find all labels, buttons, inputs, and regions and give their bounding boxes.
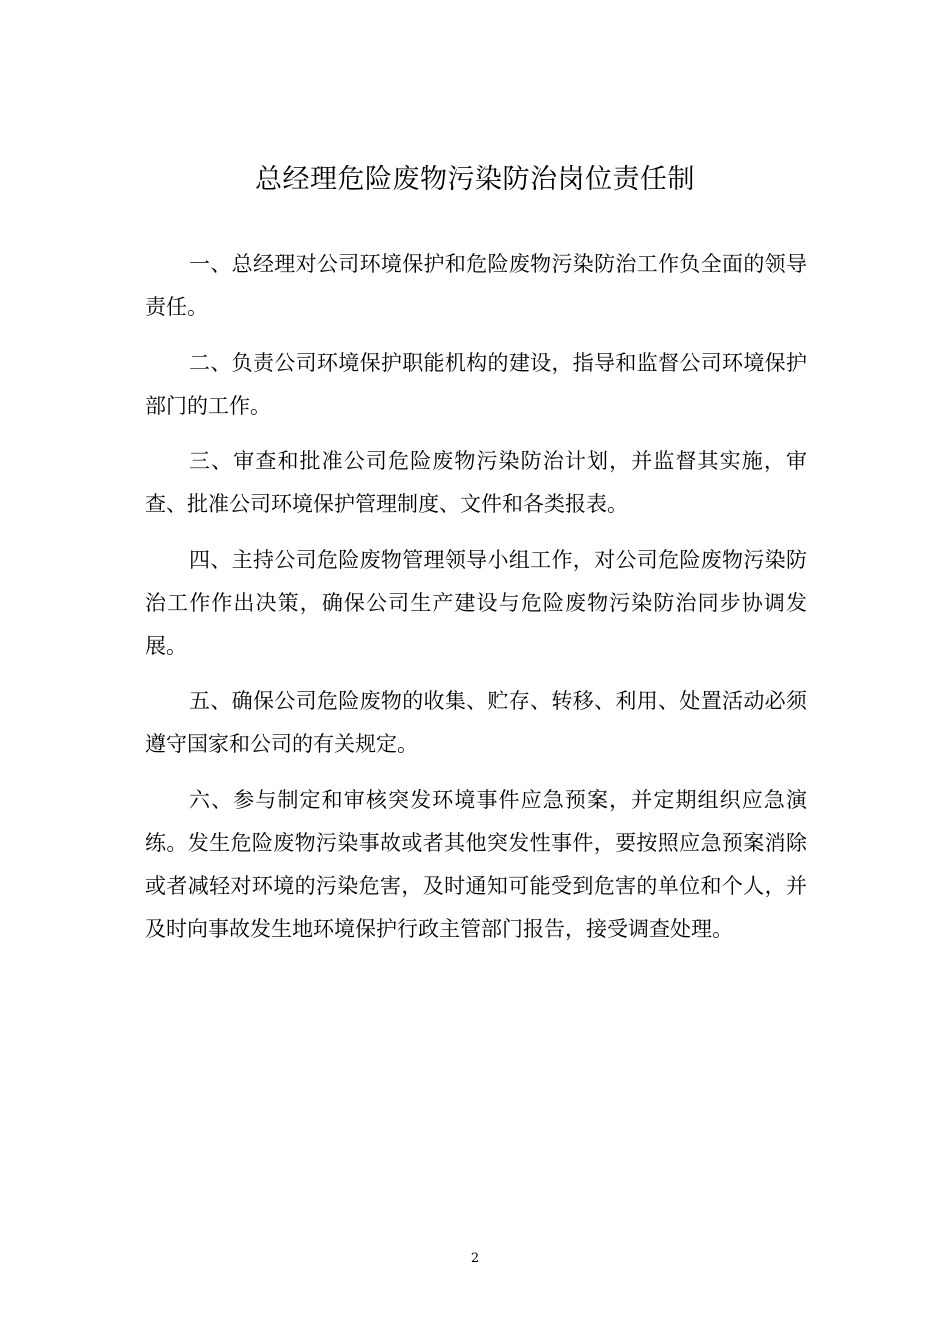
paragraph-3: 三、审查和批准公司危险废物污染防治计划，并监督其实施，审查、批准公司环境保护管理制度、文件和各类报表。 [145,449,807,516]
paragraph-6: 六、参与制定和审核突发环境事件应急预案，并定期组织应急演练。发生危险废物污染事故或者其他突发性事件，要按照应急预案消除或者减轻对环境的污染危害，及时通知可能受到危害的单位和个人，并及时向事故发生地环境保护行政主管部门报告，接受调查处理。 [145,787,807,941]
document-title: 总经理危险废物污染防治岗位责任制 [255,164,695,195]
paragraph-5: 五、确保公司危险废物的收集、贮存、转移、利用、处置活动必须遵守国家和公司的有关规定。 [145,689,807,756]
document-body [145,243,807,963]
paragraph-1: 一、总经理对公司环境保护和危险废物污染防治工作负全面的领导责任。 [145,252,807,319]
paragraph-4: 四、主持公司危险废物管理领导小组工作，对公司危险废物污染防治工作作出决策，确保公司生产建设与危险废物污染防治同步协调发展。 [145,547,807,658]
paragraph-2: 二、负责公司环境保护职能机构的建设，指导和监督公司环境保护部门的工作。 [145,350,807,418]
page-number: 2 [470,1251,480,1266]
